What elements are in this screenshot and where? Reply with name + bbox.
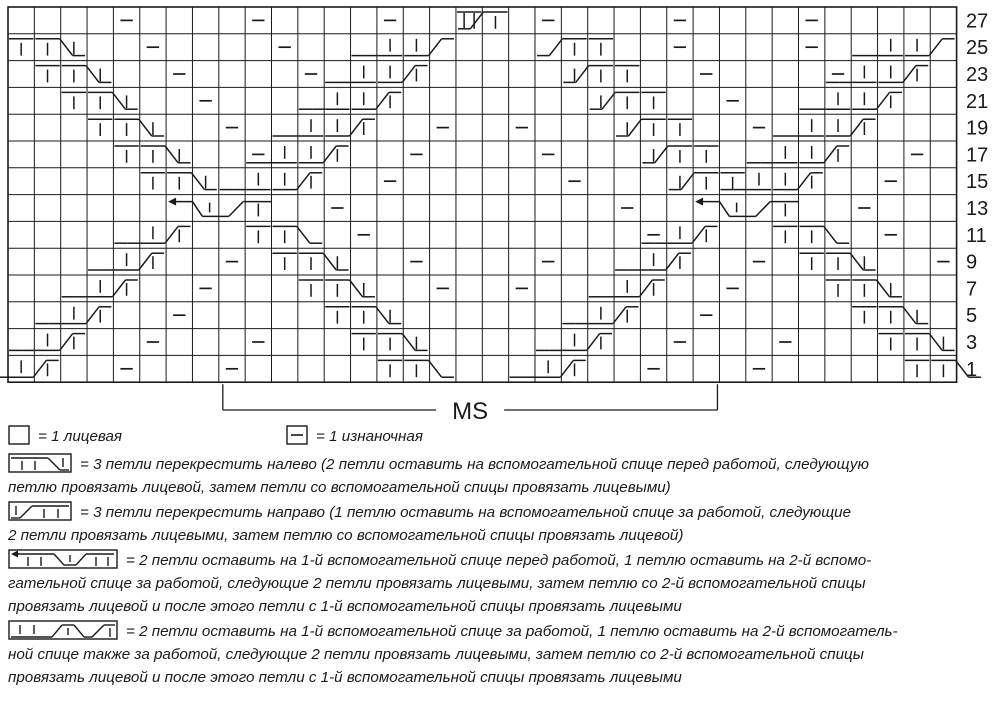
row-label: 21 [966,90,989,113]
legend-text-cross-5-right-2: ной спице также за работой, следующие 2 петли провязать лицевыми, затем петлю со 2-й вспомогательной спицы [8,646,864,663]
cross-right-3-icon [8,501,72,521]
row-label: 9 [966,251,978,274]
legend-text-cross-5-right-3: провязать лицевой и после этого петли с 1-й вспомогательной спицы провязать лицевыми [8,669,682,686]
row-label: 17 [966,144,989,167]
row-label: 19 [966,117,989,140]
row-label: 11 [966,224,987,247]
legend-text-cross-5-left-3: провязать лицевой и после этого петли с 1-й вспомогательной спицы провязать лицевыми [8,598,682,615]
legend-item-cross-5-left [8,549,871,572]
legend-item-cross-left [8,453,869,476]
legend-item-knit [8,425,122,448]
legend-text-cross-right-1: = 3 петли перекрестить направо (1 петлю оставить на вспомогательной спице за работой, следующие [80,504,852,521]
ms-label: MS [452,398,489,425]
row-label: 27 [966,10,989,33]
legend-item-cross-right [8,501,851,524]
row-label: 15 [966,171,989,194]
purl-symbol-icon [286,425,308,445]
legend [8,425,998,718]
legend-text-cross-left-2: петлю провязать лицевой, затем петли со вспомогательной спицы провязать лицевыми) [8,479,671,496]
cross-left-3-icon [8,453,72,473]
knit-symbol-icon [8,425,30,445]
cross-5-left-icon [8,549,118,569]
legend-text-cross-right-2: 2 петли провязать лицевыми, затем петлю со вспомогательной спицы провязать лицевой) [8,527,684,544]
row-label: 1 [966,358,978,381]
row-label: 7 [966,278,978,301]
row-label: 23 [966,64,989,86]
legend-text-knit: = 1 лицевая [38,428,123,445]
row-label: 25 [966,37,989,60]
legend-text-cross-left-1: = 3 петли перекрестить налево (2 петли оставить на вспомогательной спице перед работой, следующую [80,456,869,473]
legend-text-purl: = 1 изнаночная [316,428,423,445]
row-label: 13 [966,198,989,220]
cross-5-right-icon [8,620,118,640]
legend-text-cross-5-right-1: = 2 петли оставить на 1-й вспомогательной спице за работой, 1 петлю оставить на 2-й вспомогатель- [126,623,898,640]
legend-text-cross-5-left-2: гательной спице за работой, следующие 2 петли провязать лицевыми, затем петлю со 2-й вспомогательной спицы [8,575,866,592]
row-label: 5 [966,305,978,328]
legend-text-cross-5-left-1: = 2 петли оставить на 1-й вспомогательной спице перед работой, 1 петлю оставить на 2-й вспомо- [126,552,872,569]
legend-item-purl [286,425,423,448]
legend-item-cross-5-right [8,620,898,643]
row-label: 3 [966,332,978,354]
